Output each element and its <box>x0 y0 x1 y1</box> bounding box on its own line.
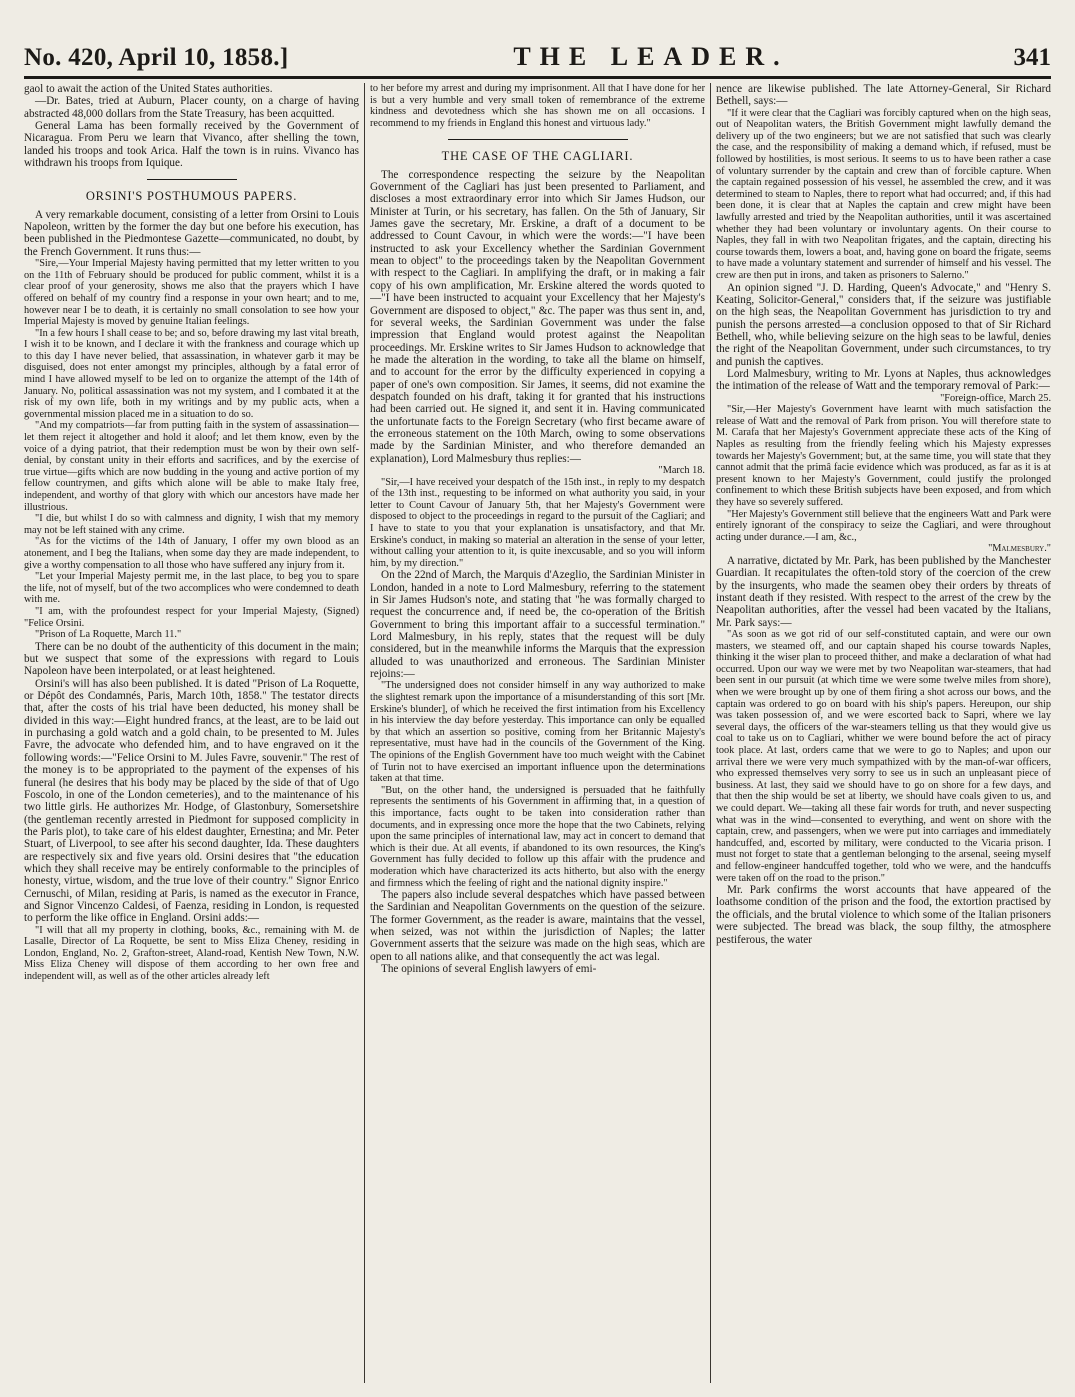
issue-date: No. 420, April 10, 1858.] <box>24 44 289 71</box>
letter-date: "March 18. <box>658 464 706 476</box>
paragraph: "But, on the other hand, the undersigned is persuaded that he faithfully represents the sentiments of his Government in affirming that, in a question of this importance, facts ought to be taken into consideration rather than documents, and in expressing once more the hope that the two Cabinets, relying upon the same principles of international law, may act in concert to demand that which is their due. At all events, if abandoned to its own resources, the King's Government has fully decided to follow up this affair with the prudence and moderation which have characterized its acts hitherto, but also with the energy and firmness which the feeling of right and the national dignity inspire." <box>370 784 706 889</box>
paragraph: nence are likewise published. The late Attorney-General, Sir Richard Bethell, says:— <box>716 83 1052 108</box>
paragraph: An opinion signed "J. D. Harding, Queen's Advocate," and "Henry S. Keating, Solicitor-General," considers that, if the seizure was justifiable on the high seas, the Neapolitan Government has jurisdiction to try and punish the persons arrested—a conclusion opposed to that of Sir Richard Bethell, who, while believing seizure on the high seas to be lawful, denies the right of the Neapolitan Government, under such circumstances, to try and punish the captives. <box>716 281 1052 368</box>
paragraph: A very remarkable document, consisting of a letter from Orsini to Louis Napoleon, written by the former the day but one before his execution, has been published in the Piedmontese Gazette—communicated, no doubt, by the French Government. It runs thus:— <box>24 208 360 258</box>
paragraph: —Dr. Bates, tried at Auburn, Placer county, on a charge of having abstracted 48,000 dollars from the State Treasury, has been acquitted. <box>24 95 360 120</box>
paragraph: A narrative, dictated by Mr. Park, has been published by the Manchester Guardian. It recapitulates the often-told story of the coercion of the crew by the insurgents, who made the seamen obey their orders by threats of instant death if they resisted. With respect to the arrest of the crew by the Neapolitan authorities, after the vessel had been vacated by the Italians, Mr. Park says:— <box>716 555 1052 629</box>
article-heading-orsini: ORSINI'S POSTHUMOUS PAPERS. <box>85 189 298 204</box>
paragraph: The papers also include several despatches which have passed between the Sardinian and Neapolitan Governments on the question of the seizure. The former Government, as the reader is aware, maintains that the vessel, when seized, was not within the jurisdiction of Naples; the latter Government asserts that the seizure was made on the high seas, which are open to all nations alike, and that consequently the act was legal. <box>370 889 706 963</box>
paragraph: "In a few hours I shall cease to be; and so, before drawing my last vital breath, I wish it to be known, and I declare it with the frankness and courage which up to this day I have never belied, that assassination, in whatever garb it may be disguised, does not enter amongst my principles, although by a fatal error of mind I have allowed myself to be led on to organize the attempt of the 14th of January. No, political assassination was not my system, and I combated it at the risk of my own life, both in my writings and by my public acts, when a governmental mission placed me in a situation to do so. <box>24 327 360 420</box>
masthead-rule <box>24 76 1051 79</box>
paragraph: There can be no doubt of the authenticity of this document in the main; but we suspect that some of the expressions with regard to Louis Napoleon have been interpolated, or at least heightened. <box>24 640 360 678</box>
article-heading-cagliari: THE CASE OF THE CAGLIARI. <box>441 149 634 164</box>
paragraph: gaol to await the action of the United States authorities. <box>24 83 273 95</box>
paragraph: General Lama has been formally received by the Government of Nicaragua. From Peru we learn that Vivanco, after shelling the town, landed his troops and took Arica. Half the town is in ruins. Vivanco has withdrawn his troops from Iquique. <box>24 120 360 170</box>
letter-date: "Foreign-office, March 25. <box>940 392 1052 404</box>
paragraph: The opinions of several English lawyers of emi- <box>381 963 597 976</box>
paragraph: "Prison of La Roquette, March 11." <box>35 629 182 641</box>
paragraph: Lord Malmesbury, writing to Mr. Lyons at Naples, thus acknowledges the intimation of the release of Watt and the temporary removal of Park:— <box>716 368 1052 393</box>
paragraph: "If it were clear that the Cagliari was forcibly captured when on the high seas, out of Neapolitan waters, the British Government might lawfully demand the delivery up of the two engineers; but we are not satisfied that such was clearly the case, and the responsibility of making a demand which, if refused, must be followed by hostilities, is most serious. It seems to us to have been rather a case of voluntary surrender by the captain and crew than of forcible capture. When the captain regained possession of his vessel, he assembled the crew, and it was determined to steam to Naples, there to report what had occurred; and, if this had been done, it is clear that at Naples the captain and crew might have been lawfully arrested and tried by the Neapolitan authorities, until it was ascertained whether they had been voluntary or involuntary agents. On their course to Naples, they fall in with two Neapolitan frigates, and the captain, directing his course towards them, lowers a boat, and, having gone on board the frigate, seems to have made a voluntary statement and surrender of himself and his vessel. The crew are then put in irons, and taken as prisoners to Salerno." <box>716 107 1052 281</box>
paragraph: "I am, with the profoundest respect for your Imperial Majesty, (Signed) "Felice Orsini. <box>24 605 360 629</box>
columns <box>24 83 1051 1383</box>
paragraph: "Her Majesty's Government still believe that the engineers Watt and Park were entirely ignorant of the conspiracy to seize the Cagliari, and were throughout acting under durance.—I am, &c., <box>716 508 1052 543</box>
paragraph: "Sir,—I have received your despatch of the 15th inst., in reply to my despatch of the 13th inst., requesting to be informed on what authority you said, in your letter to Count Cavour of January 5th, that her Majesty's Government were disposed to object to the proceedings in regard to the pursuit of the Cagliari; and I have to state to you that your explanation is unsatisfactory, and that Mr. Erskine's conduct, in making so material an alteration in the sense of your letter, without calling your attention to it, is quite inexcusable, and so you will inform him, by my direction." <box>370 476 706 569</box>
paragraph: On the 22nd of March, the Marquis d'Azeglio, the Sardinian Minister in London, handed in a note to Lord Malmesbury, referring to the statement in Sir James Hudson's note, and stating that "he was formally charged to request the concurrence and, if need be, the co-operation of the British Government to bring this important affair to a successful termination." Lord Malmesbury, in his reply, states that the request will be duly considered, but in the meanwhile informs the Marquis that the expression alluded to was unauthorized and erroneous. The Sardinian Minister rejoins:— <box>370 569 706 681</box>
column-divider <box>710 83 711 1383</box>
column-1 <box>24 83 359 1383</box>
paragraph: to her before my arrest and during my imprisonment. All that I have done for her is but a very humble and very small token of remembrance of the extreme kindness and devotedness which she has shown me on all occasions. I recommend to my friends in England this honest and virtuous lady." <box>370 83 706 129</box>
paragraph: "And my compatriots—far from putting faith in the system of assassination—let them reject it altogether and hold it aloof; and let them know, even by the voice of a dying patriot, that their redemption must be won by their own self-denial, by constant unity in their efforts and sacrifices, and by the exercise of true virtue—gifts which are now budding in the young and active portion of my fellow countrymen, and gifts which alone will be able to make Italy free, independent, and worthy of that glory with which our ancestors have made her illustrious. <box>24 420 360 513</box>
section-rule <box>147 179 237 180</box>
paragraph: "Sire,—Your Imperial Majesty having permitted that my letter written to you on the 11th of February should be produced for public comment, whilst it is a clear proof of your generosity, shows me also that the prayers which I have offered on behalf of my country find a response in your own heart; and to me, however near I be to death, it is certainly no small consolation to see how your Imperial Majesty is moved by genuine Italian feelings. <box>24 258 360 328</box>
column-3 <box>716 83 1051 1383</box>
paragraph: "Let your Imperial Majesty permit me, in the last place, to beg you to spare the life, not of myself, but of the two accomplices who were condemned to death with me. <box>24 571 360 606</box>
page-number: 341 <box>1013 44 1051 71</box>
section-rule <box>448 139 628 140</box>
paragraph: "I die, but whilst I do so with calmness and dignity, I wish that my memory may not be left stained with any crime. <box>24 513 360 536</box>
letter-signature: "Malmesbury." <box>988 543 1052 555</box>
masthead <box>24 30 1051 72</box>
column-2 <box>370 83 705 1383</box>
paragraph: The correspondence respecting the seizure by the Neapolitan Government of the Cagliari has just been presented to Parliament, and discloses a most extraordinary error into which Sir James Hudson, our Minister at Turin, or his secretary, has fallen. On the 5th of January, Sir James gave the secretary, Mr. Erskine, a draft of a document to be addressed to Count Cavour, in which were the words:—"I have been instructed to ask your Excellency whether the Sardinian Government mean to object" to the proceedings taken by the Neapolitan Government with respect to the Cagliari. In amplifying the draft, or in making a fair copy of his own amplification, Mr. Erskine altered the words quoted to—"I have been instructed to acquaint your Excellency that her Majesty's Government are disposed to object," &c. The paper was thus sent in, and, for several weeks, the Sardinian Government was under the false impression that England would protest against the Neapolitan proceedings. Mr. Erskine writes to Sir James Hudson to acknowledge that he made the alteration in the wording, to take all the blame on himself, and to account for the error by the difficulty experienced in copying a paper of one's own composition. Sir James, it seems, did not examine the despatch founded on his draft, taking it for granted that his instructions had been carried out. He signed it, and sent it in. Having communicated the unfortunate facts to the Foreign Secretary (who first became aware of the erroneous statement on the 10th March, owing to some observations made by the Sardinian Minister, and who therefore demanded an explanation), Lord Malmesbury thus replies:— <box>370 168 706 465</box>
paragraph: "The undersigned does not consider himself in any way authorized to make the slightest remark upon the importance of a misunderstanding of this sort [Mr. Erskine's blunder], of which he received the first intimation from his Excellency in his interview the day before yesterday. This importance can only be equalled by that which an assertion so positive, coming from her Britannic Majesty's representative, must have had in the councils of the Government of the King. The opinions of the English Government have too much weight with the Cabinet of Turin not to have exercised an important influence upon the determinations taken at that time. <box>370 680 706 785</box>
paragraph: Orsini's will has also been published. It is dated "Prison of La Roquette, or Dépôt des Condamnés, Paris, March 10th, 1858." The testator directs that, after the costs of his trial have been deducted, his money shall be divided in this way:—Eight hundred francs, at the least, are to be laid out in purchasing a gold watch and a gold chain, to be presented to M. Jules Favre, the advocate who defended him, and to have engraved on it the following words:—"Felice Orsini to M. Jules Favre, souvenir." The rest of the money is to be appropriated to the payment of the expenses of his funeral (he desires that his body may be placed by the side of that of Ugo Foscolo, in one of the London cemeteries), and to the maintenance of his two little girls. He authorizes Mr. Hodge, of Glastonbury, Somersetshire (the gentleman recently arrested in Piedmont for supposed complicity in the Paris plot), to take care of his eldest daughter, Ernestina; and Mr. Peter Stuart, of Liverpool, to see after his second daughter, Ida. These daughters are respectively six and five years old. Orsini desires that "the education which they shall receive may be entirely conformable to the principles of honesty, virtue, wisdom, and the true love of their country." Signor Enrico Cernuschi, of Milan, residing at Paris, is named as the executor in France, and Signor Vincenzo Caldesi, of Faenza, residing in London, is requested to perform the like office in England. Orsini adds:— <box>24 677 360 925</box>
paragraph: "Sir,—Her Majesty's Government have learnt with much satisfaction the release of Watt and the removal of Park from prison. You will therefore state to M. Carafa that her Majesty's Government appreciate these acts of the King of Naples as resulting from the friendly feeling which his Majesty expresses towards her Majesty's Government; but, at the same time, you will state that they cannot admit that the primâ facie evidence which was produced, as far as it is at present known to her Majesty's Government, could justify the prolonged confinement to which these British subjects have been exposed, and from which they have so severely suffered. <box>716 404 1052 509</box>
newspaper-title: THE LEADER. <box>513 42 789 71</box>
paragraph: "As for the victims of the 14th of January, I offer my own blood as an atonement, and I beg the Italians, when some day they are made independent, to give a worthy compensation to all those who have suffered any injury from it. <box>24 536 360 571</box>
paragraph: Mr. Park confirms the worst accounts that have appeared of the loathsome condition of the prison and the food, the extortion practised by the officials, and the brutal violence to which some of the Italian prisoners were subjected. The bread was black, the soup filthy, the atmosphere pestiferous, the water <box>716 884 1052 946</box>
paragraph: "As soon as we got rid of our self-constituted captain, and were our own masters, we steamed off, and our captain shaped his course towards Naples, thinking it the wiser plan to proceed thither, and make a declaration of what had occurred. Upon our way we were met by two Neapolitan war-steamers, that had been sent in our pursuit (at which time we were some twelve miles from shore), when we were brought up by one of them firing a shot across our bows, and the captain was ordered to go on board with his ship's papers. Hereupon, our ship was taken possession of, and we were escorted back to Sapri, where we lay several days, the officers of the war-steamers telling us that they would give us coal to take us on to Cagliari, whither we were bound before the act of piracy took place. At last, orders came that we were to go to Naples; and upon our arrival there we were very much sympathized with by the man-of-war officers, who expressed themselves very sorry to see us in such an unpleasant piece of business. At last, they said we should have to go on shore for a few days, and that then the ship would be set at liberty, we should have coals given to us, and we could depart. We—taking all these fair words for truth, and never suspecting what was in the wind—consented to everything, and went on shore with the captain, crew, and passengers, when we were put into carriages and immediately handcuffed, and, escorted by military, were conducted to the Vicaria prison. I must not forget to state that a gentleman belonging to the arsenal, seeing myself and fellow-engineer handcuffed together, told who we were, and the handcuffs were taken off on the road to the prison." <box>716 629 1052 884</box>
paragraph: "I will that all my property in clothing, books, &c., remaining with M. de Lasalle, Director of La Roquette, be sent to Miss Eliza Cheney, residing in London, England, No. 2, Grafton-street, Aland-road, Kentish New Town, N.W. Miss Eliza Cheney will dispose of them according to her own free and independent will, as well as of the other articles already left <box>24 924 360 982</box>
column-divider <box>364 83 365 1383</box>
